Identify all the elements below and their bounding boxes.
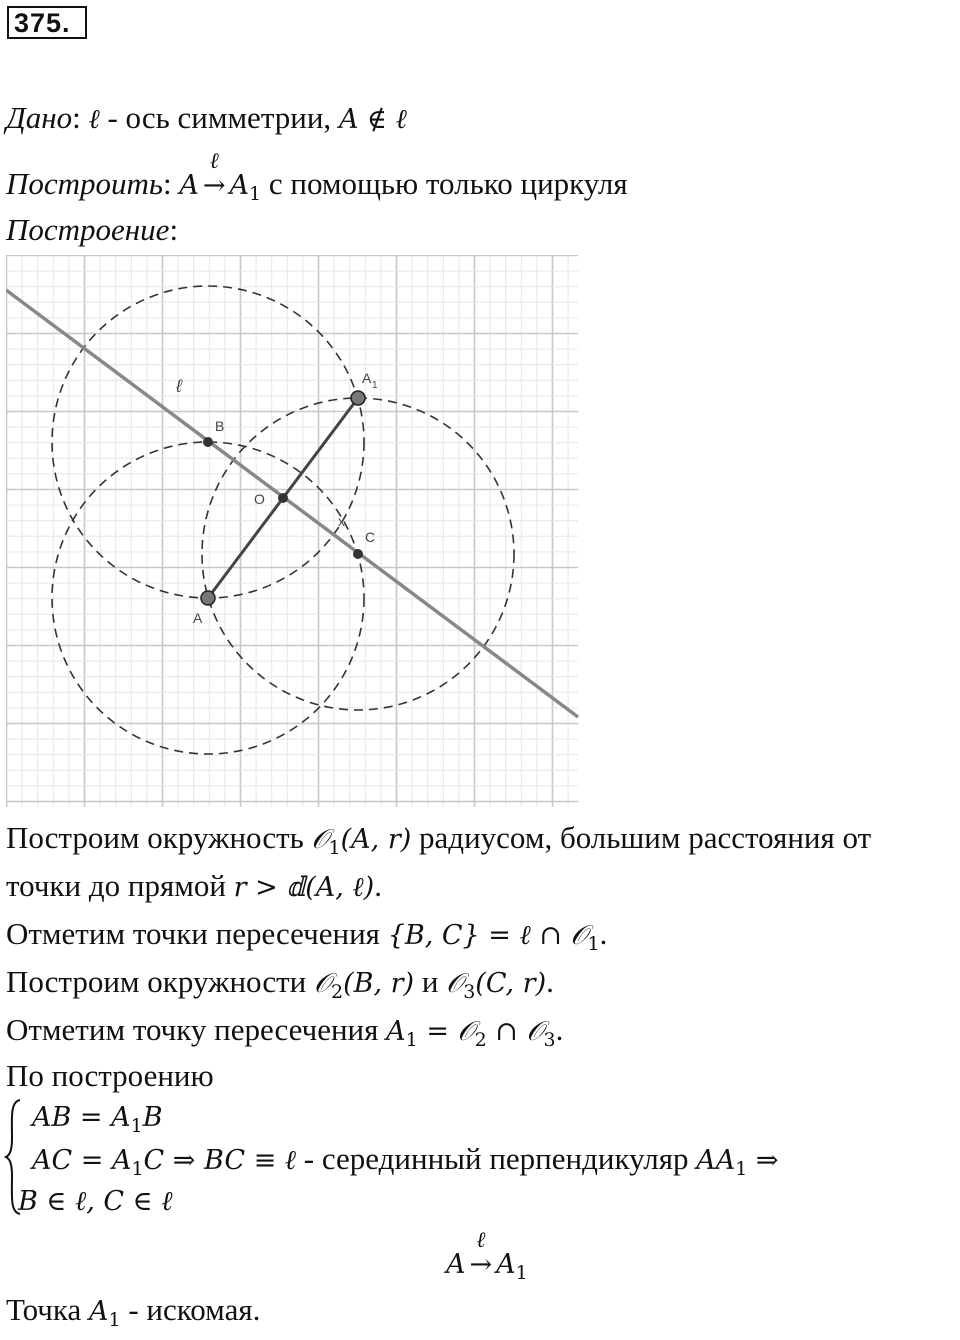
point-c <box>353 549 363 559</box>
system-row-3: B ∈ ℓ, C ∈ ℓ <box>18 1186 173 1217</box>
point-a <box>201 591 215 605</box>
label-a: A <box>193 610 203 626</box>
result-arrow: ℓ → <box>469 1228 493 1280</box>
line-l <box>6 290 578 717</box>
label-x: x <box>338 513 345 529</box>
step-5: По построению <box>6 1058 214 1093</box>
given-math: A ∉ ℓ <box>338 104 407 135</box>
given-label: Дано <box>6 100 73 135</box>
step-1a: Построим окружность 𝒪$_1$(A, r) радиусом, большим расстояния от <box>6 820 872 859</box>
problem-number: 375. <box>7 6 87 39</box>
conclusion: Точка $A_1$ - искомая. <box>6 1292 261 1331</box>
given-line: Дано: ℓ - ось симметрии, A ∉ ℓ <box>6 100 407 135</box>
construct-label: Построить <box>6 166 164 201</box>
system-row-1: AB = $A_1B$ <box>32 1102 163 1137</box>
step-3: Построим окружности 𝒪$_2$(B, r) и 𝒪$_3$(C, r). <box>6 964 554 1003</box>
symmetry-arrow: ℓ → <box>202 149 226 201</box>
system-row-2: AC = $A_1C$ ⇒ BC ≡ ℓ - серединный перпендикуляр $AA_1$ ⇒ <box>32 1141 779 1180</box>
given-text: - ось симметрии, <box>99 100 339 135</box>
point-o <box>278 493 288 503</box>
label-a1-sub: 1 <box>372 380 378 391</box>
result-formula: A ℓ → $A_1$ <box>446 1228 528 1284</box>
step-2: Отметим точки пересечения {B, C} = ℓ ∩ 𝒪$_1$. <box>6 916 608 955</box>
line-symbol: ℓ <box>88 104 100 135</box>
construct-line: Построить: A ℓ → $A_1$ с помощью только циркуля <box>6 149 628 205</box>
label-c: C <box>365 529 376 545</box>
construction-heading: Построение: <box>6 212 179 247</box>
point-b <box>203 437 213 447</box>
label-o: O <box>254 491 265 507</box>
label-a1: A <box>362 370 372 386</box>
label-b: B <box>215 418 225 434</box>
label-line-l: ℓ <box>176 376 182 396</box>
point-a1 <box>351 391 365 405</box>
construct-text: с помощью только циркуля <box>261 166 628 201</box>
step-4: Отметим точку пересечения $A_1$ = 𝒪$_2$ ∩ 𝒪$_3$. <box>6 1012 564 1051</box>
construction-figure <box>6 255 580 807</box>
step-1b: точки до прямой r > 𝕕(A, ℓ). <box>6 868 382 903</box>
